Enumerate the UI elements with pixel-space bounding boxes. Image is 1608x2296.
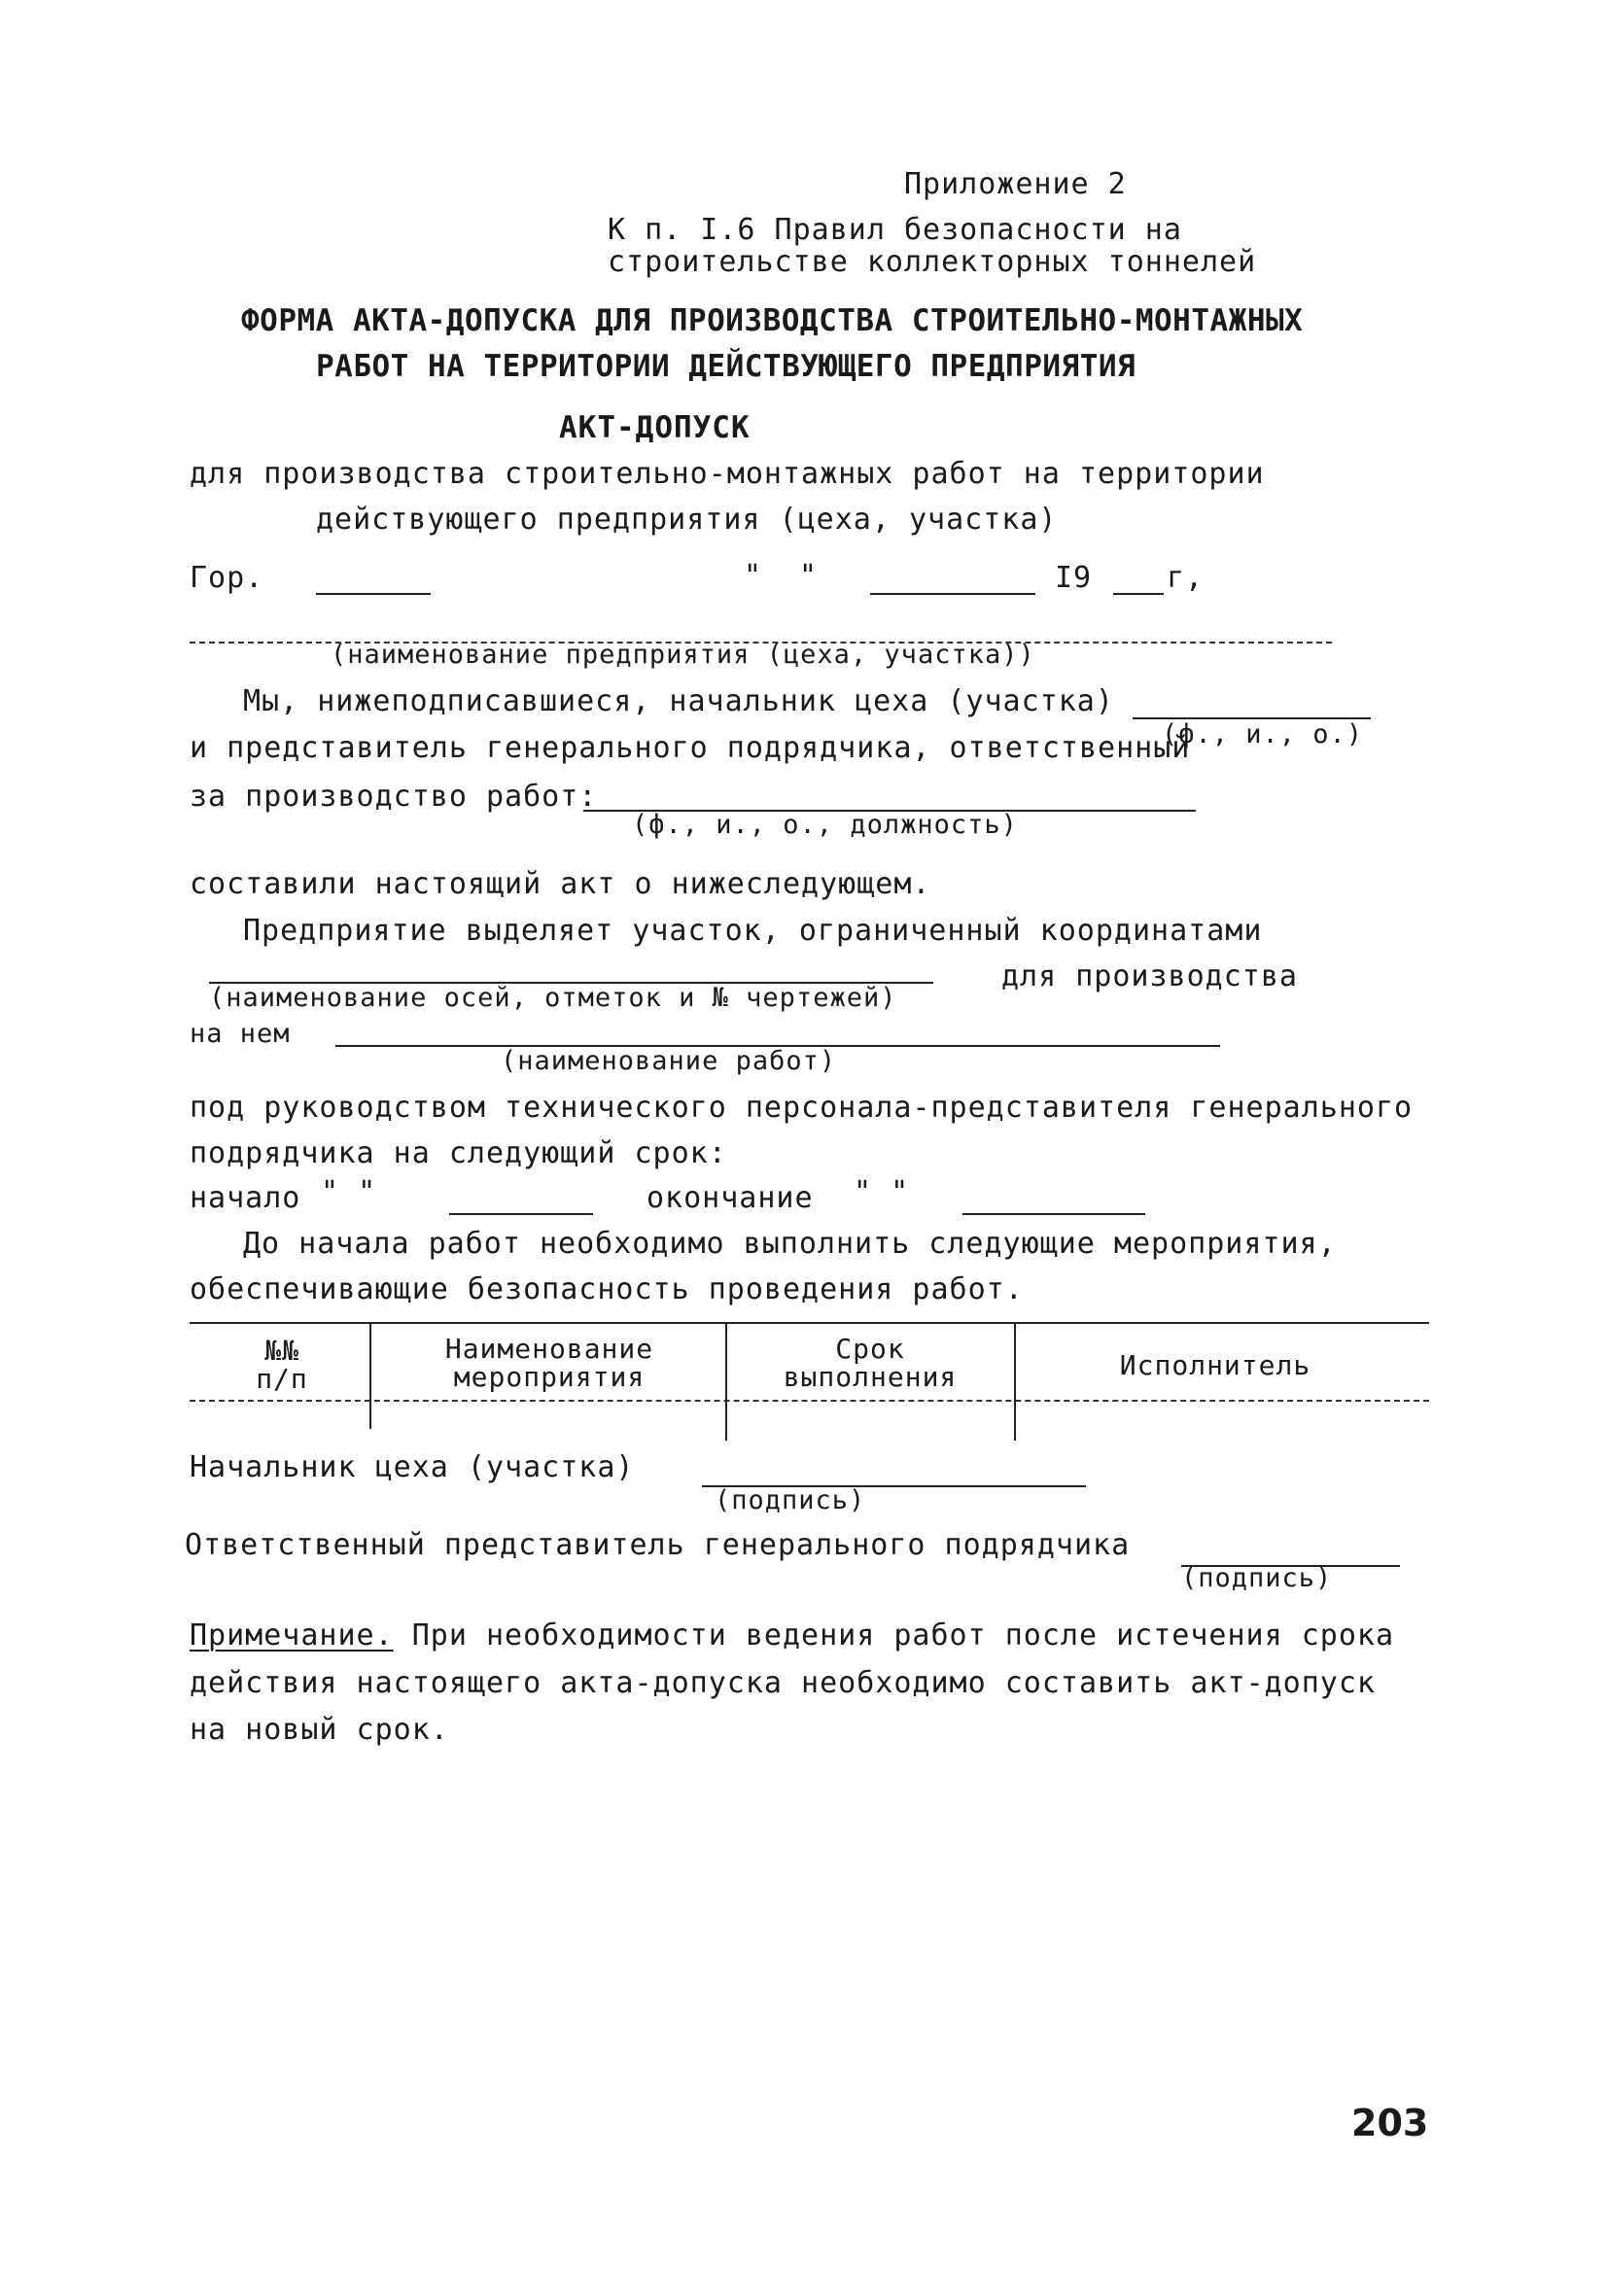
table-header-border [190, 1400, 1429, 1402]
table-divider-3 [1014, 1324, 1016, 1441]
fio-position-caption: (ф., и., о., должность) [632, 810, 1018, 840]
note-text-1: При необходимости ведения работ после истечения срока [393, 1618, 1395, 1652]
chief-signature-caption: (подпись) [715, 1485, 866, 1515]
for-production-line: за производство работ: [190, 780, 598, 814]
col-measure-header: Наименование мероприятия [444, 1333, 654, 1394]
act-subtitle-line-2: действующего предприятия (цеха, участка) [316, 503, 1058, 537]
note-line-3: на новый срок. [190, 1713, 449, 1747]
we-undersigned-line: Мы, нижеподписавшиеся, начальник цеха (участка) [243, 684, 1114, 718]
for-production-label: для производства [1001, 959, 1298, 993]
col-executor-header: Исполнитель [1119, 1349, 1311, 1381]
col-term-header: Срок выполнения [783, 1333, 958, 1394]
table-divider-2 [725, 1324, 727, 1441]
enterprise-caption: (наименование предприятия (цеха, участка)) [331, 640, 1035, 670]
act-subtitle-line-1: для производства строительно-монтажных работ на территории [190, 457, 1265, 491]
guidance-line: под руководством технического персонала-представителя генерального [190, 1091, 1414, 1125]
note-label: Примечание. [190, 1618, 394, 1652]
table-divider-1 [369, 1324, 371, 1429]
start-quotes: " " [321, 1175, 377, 1209]
year-suffix: г, [1167, 561, 1205, 595]
form-title-line-2: РАБОТ НА ТЕРРИТОРИИ ДЕЙСТВУЮЩЕГО ПРЕДПРИЯТИЯ [316, 349, 1136, 384]
year-field[interactable] [1113, 593, 1164, 595]
table-top-border [190, 1322, 1429, 1324]
start-date-field[interactable] [449, 1213, 593, 1215]
before-start-line: До начала работ необходимо выполнить следующие мероприятия, [243, 1227, 1337, 1261]
representative-line: и представитель генерального подрядчика, ответственный [190, 731, 1191, 765]
allocates-line: Предприятие выделяет участок, ограниченный координатами [243, 914, 1263, 948]
on-it-label: на нем [190, 1019, 291, 1049]
city-field[interactable] [316, 593, 431, 595]
date-quote-close: " [799, 559, 819, 593]
appendix-label: Приложение 2 [904, 167, 1127, 201]
chief-signature-label: Начальник цеха (участка) [190, 1450, 635, 1484]
representative-signature-caption: (подпись) [1181, 1563, 1333, 1593]
end-quotes: " " [854, 1175, 910, 1209]
end-label: окончание [647, 1181, 814, 1215]
act-title: АКТ-ДОПУСК [559, 410, 751, 445]
note-line-1 [190, 1618, 1395, 1652]
form-title-line-1: ФОРМА АКТА-ДОПУСКА ДЛЯ ПРОИЗВОДСТВА СТРОИТЕЛЬНО-МОНТАЖНЫХ [241, 303, 1304, 338]
reference-line-2: строительстве коллекторных тоннелей [608, 245, 1257, 279]
axes-caption: (наименование осей, отметок и № чертежей) [209, 983, 897, 1013]
year-prefix: I9 [1055, 561, 1093, 595]
note-line-2: действия настоящего акта-допуска необходимо составить акт-допуск [190, 1666, 1376, 1700]
works-caption: (наименование работ) [501, 1046, 837, 1076]
page-number: 203 [1351, 2102, 1429, 2144]
end-date-field[interactable] [962, 1213, 1145, 1215]
compiled-line: составили настоящий акт о нижеследующем. [190, 867, 931, 901]
reference-line-1: К п. I.6 Правил безопасности на [608, 213, 1182, 247]
term-line: подрядчика на следующий срок: [190, 1136, 727, 1170]
fio-caption: (ф., и., о.) [1162, 719, 1364, 749]
col-number-header: №№ п/п [256, 1335, 308, 1396]
representative-signature-label: Ответственный представитель генерального подрядчика [185, 1528, 1131, 1562]
date-month-field[interactable] [870, 593, 1035, 595]
start-label: начало [190, 1181, 301, 1215]
date-quote-open: " [744, 559, 763, 593]
city-label: Гор. [190, 561, 264, 595]
ensuring-line: обеспечивающие безопасность проведения работ. [190, 1272, 1024, 1306]
